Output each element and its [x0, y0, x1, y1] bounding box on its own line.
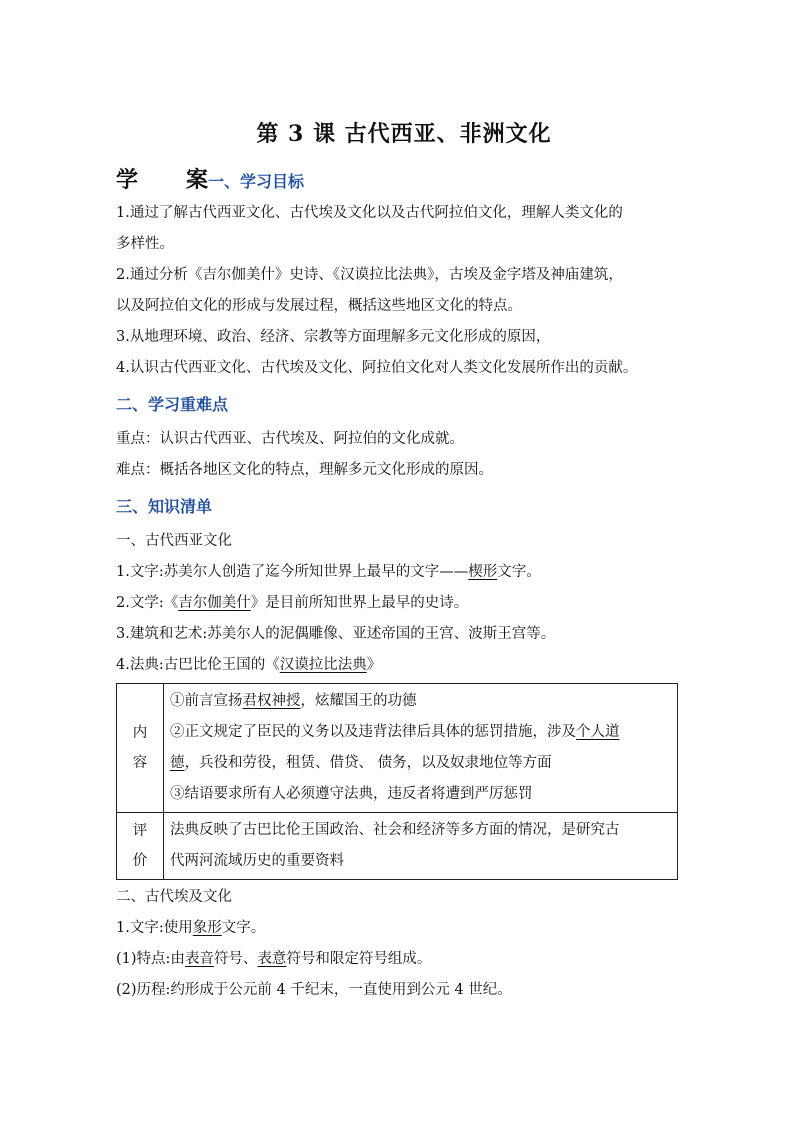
goal-line: 以及阿拉伯文化的形成与发展过程，概括这些地区文化的特点。 — [116, 298, 522, 314]
underlined-answer: 表音 — [184, 951, 214, 967]
document-page — [116, 118, 682, 1006]
content-line: 法典反映了古巴比伦王国政治、社会和经济等多方面的情况，是研究古 — [170, 822, 620, 838]
evaluation-cell — [164, 813, 678, 880]
text: 符号和限定符号组成。 — [286, 951, 432, 967]
label-char: 价 — [132, 853, 148, 869]
knowledge-item — [116, 944, 682, 975]
text: 2.文学:《 — [116, 595, 179, 611]
goal-line: 2.通过分析《吉尔伽美什》史诗、《汉谟拉比法典》，古埃及金字塔及神庙建筑， — [116, 267, 623, 283]
text: ，兵役和劳役，租赁、借贷、 债务，以及奴隶地位等方面 — [184, 755, 552, 771]
label-char: 容 — [132, 755, 148, 771]
underlined-answer: 个人道 — [576, 724, 620, 740]
section-knowledge-heading — [116, 492, 682, 522]
heading-prefix-xue: 学 — [116, 167, 139, 193]
goal-line: 3.从地理环境、政治、经济、宗教等方面理解多元文化形成的原因， — [116, 329, 551, 345]
knowledge-item: 3.建筑和艺术:苏美尔人的泥偶雕像、亚述帝国的王宫、波斯王宫等。 — [116, 626, 556, 642]
goal-line: 多样性。 — [116, 236, 174, 252]
content-line — [170, 748, 671, 779]
text: ①前言宣扬 — [170, 693, 243, 709]
key-point-line: 重点：认识古代西亚、古代埃及、阿拉伯的文化成就。 — [116, 431, 464, 447]
text: 1.文字:苏美尔人创造了迄今所知世界上最早的文字—— — [116, 564, 469, 580]
goal-line: 1.通过了解古代西亚文化、古代埃及文化以及古代阿拉伯文化，理解人类文化的 — [116, 205, 623, 221]
subsection-heading: 一、古代西亚文化 — [116, 533, 232, 549]
content-line — [170, 717, 671, 748]
knowledge-item — [116, 913, 682, 944]
knowledge-item — [116, 650, 682, 681]
table-row — [117, 684, 678, 813]
label-char: 内 — [132, 725, 148, 741]
text: (1)特点:由 — [116, 951, 185, 967]
content-line: 代两河流域历史的重要资料 — [170, 853, 344, 869]
section-learning-goals-heading — [116, 164, 682, 198]
text: ②正文规定了臣民的义务以及违背法律后具体的惩罚措施，涉及 — [170, 724, 576, 740]
text: 文字。 — [221, 920, 266, 936]
section-key-points-heading — [116, 390, 682, 420]
knowledge-item — [116, 557, 682, 588]
content-line — [170, 686, 671, 717]
law-code-table — [116, 683, 678, 880]
heading-prefix-an: 案 — [186, 167, 209, 193]
subsection-heading: 二、古代埃及文化 — [116, 889, 232, 905]
text: 文字。 — [497, 564, 541, 580]
goal-line: 4.认识古代西亚文化、古代埃及文化、阿拉伯文化对人类文化发展所作出的贡献。 — [116, 360, 638, 376]
text: 4.法典:古巴比伦王国的《 — [116, 657, 280, 673]
underlined-answer: 君权神授 — [242, 693, 301, 709]
heading-label: 一、学习目标 — [208, 172, 305, 191]
text: 符号、 — [213, 951, 258, 967]
underlined-answer: 汉谟拉比法典 — [279, 657, 367, 673]
underlined-answer: 表意 — [257, 951, 287, 967]
label-char: 评 — [132, 823, 148, 839]
knowledge-item: (2)历程:约形成于公元前 4 千纪末，一直使用到公元 4 世纪。 — [116, 982, 512, 998]
heading-label: 二、学习重难点 — [116, 395, 229, 414]
underlined-answer: 楔形 — [468, 564, 498, 580]
content-line: ③结语要求所有人必须遵守法典，违反者将遭到严厉惩罚 — [170, 786, 533, 802]
row-label-evaluation — [117, 813, 164, 880]
text: 》 — [366, 657, 382, 673]
text: 1.文字:使用 — [116, 920, 193, 936]
key-point-line: 难点：概括各地区文化的特点，理解多元文化形成的原因。 — [116, 462, 493, 478]
heading-label: 三、知识清单 — [116, 497, 213, 516]
underlined-answer: 吉尔伽美什 — [178, 595, 251, 611]
underlined-answer: 德 — [170, 755, 185, 771]
content-cell — [164, 684, 678, 813]
knowledge-item — [116, 588, 682, 619]
underlined-answer: 象形 — [192, 920, 222, 936]
text: ，炫耀国王的功德 — [300, 693, 417, 709]
row-label-content — [117, 684, 164, 813]
page-title: 第 3 课 古代西亚、非洲文化 — [256, 121, 552, 147]
table-row — [117, 813, 678, 880]
text: 》是目前所知世界上最早的史诗。 — [250, 595, 469, 611]
